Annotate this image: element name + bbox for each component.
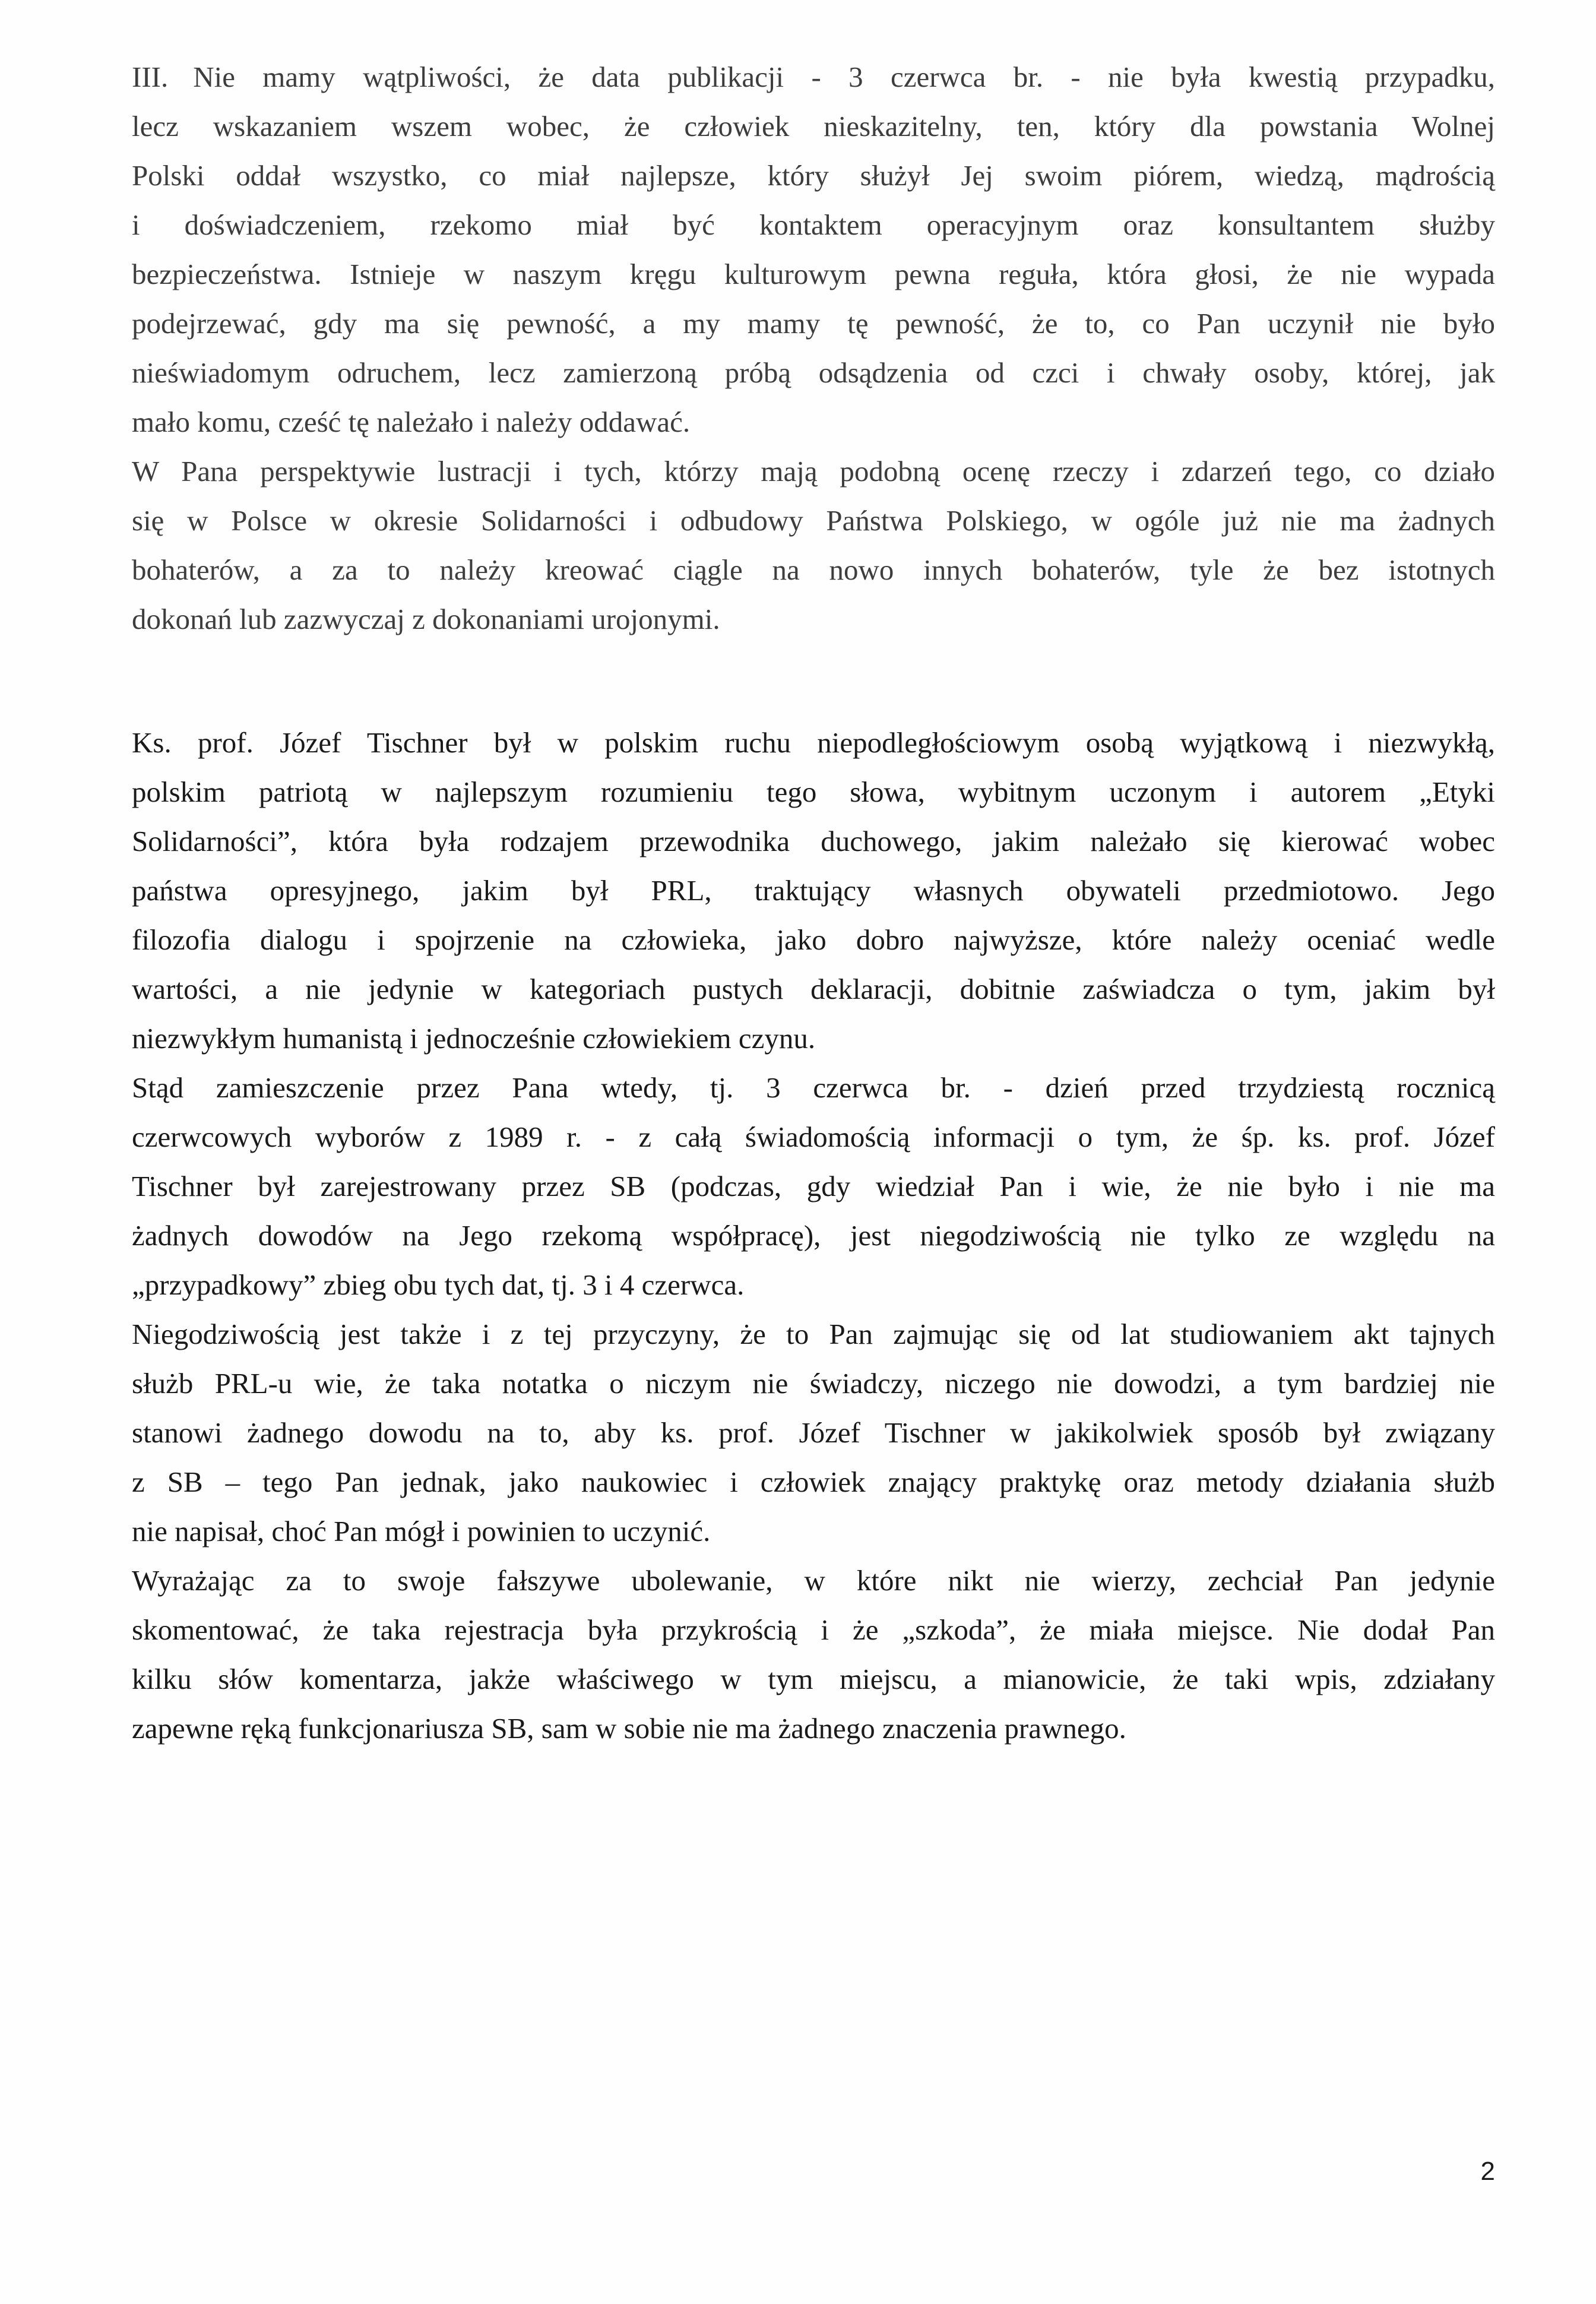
text-line: III. Nie mamy wątpliwości, że data publikacji - 3 czerwca br. - nie była kwestią przypadku, xyxy=(132,61,1495,93)
text-line: i doświadczeniem, rzekomo miał być kontaktem operacyjnym oraz konsultantem służby xyxy=(132,208,1495,241)
text-line: „przypadkowy” zbieg obu tych dat, tj. 3 i 4 czerwca. xyxy=(132,1268,745,1301)
paragraph-gap xyxy=(132,644,1495,718)
text-line: się w Polsce w okresie Solidarności i odbudowy Państwa Polskiego, w ogóle już nie ma żadnych xyxy=(132,504,1495,537)
text-line: państwa opresyjnego, jakim był PRL, traktujący własnych obywateli przedmiotowo. Jego xyxy=(132,874,1495,907)
text-line: polskim patriotą w najlepszym rozumieniu tego słowa, wybitnym uczonym i autorem „Etyki xyxy=(132,776,1495,808)
text-line: skomentować, że taka rejestracja była przykrością i że „szkoda”, że miała miejsce. Nie dodał Pan xyxy=(132,1613,1495,1646)
text-line: Polski oddał wszystko, co miał najlepsze, który służył Jej swoim piórem, wiedzą, mądrością xyxy=(132,159,1495,192)
text-line: zapewne ręką funkcjonariusza SB, sam w sobie nie ma żadnego znaczenia prawnego. xyxy=(132,1712,1126,1745)
text-line: Niegodziwością jest także i z tej przyczyny, że to Pan zajmując się od lat studiowaniem akt tajnych xyxy=(132,1318,1495,1350)
text-line: filozofia dialogu i spojrzenie na człowieka, jako dobro najwyższe, które należy oceniać wedle xyxy=(132,923,1495,956)
paragraph-lustration xyxy=(132,447,1495,644)
paragraph-ubolewanie xyxy=(132,1556,1495,1753)
section-number: III. xyxy=(132,61,169,93)
text-line: żadnych dowodów na Jego rzekomą współpracę), jest niegodziwością nie tylko ze względu na xyxy=(132,1219,1495,1252)
text-line: bohaterów, a za to należy kreować ciągle na nowo innych bohaterów, tyle że bez istotnych xyxy=(132,553,1495,586)
paragraph-niegodziwosc xyxy=(132,1309,1495,1556)
text-line: służb PRL-u wie, że taka notatka o niczym nie świadczy, niczego nie dowodzi, a tym bardziej nie xyxy=(132,1367,1495,1400)
text-line: W Pana perspektywie lustracji i tych, którzy mają podobną ocenę rzeczy i zdarzeń tego, co działo xyxy=(132,455,1495,488)
document-body xyxy=(132,52,1495,1753)
text-line: czerwcowych wyborów z 1989 r. - z całą świadomością informacji o tym, że śp. ks. prof. Józef xyxy=(132,1121,1495,1153)
text-line: kilku słów komentarza, jakże właściwego w tym miejscu, a mianowicie, że taki wpis, zdziałany xyxy=(132,1663,1495,1695)
text-line: nie napisał, choć Pan mógł i powinien to uczynić. xyxy=(132,1515,711,1547)
text-line: lecz wskazaniem wszem wobec, że człowiek nieskazitelny, ten, który dla powstania Wolnej xyxy=(132,110,1495,143)
paragraph-tischner xyxy=(132,718,1495,1063)
text-line: mało komu, cześć tę należało i należy oddawać. xyxy=(132,406,691,438)
paragraph-section-iii xyxy=(132,52,1495,447)
text-line: podejrzewać, gdy ma się pewność, a my mamy tę pewność, że to, co Pan uczynił nie było xyxy=(132,307,1495,340)
text-line: Solidarności”, która była rodzajem przewodnika duchowego, jakim należało się kierować wobec xyxy=(132,825,1495,857)
page-number: 2 xyxy=(1480,2157,1495,2186)
paragraph-publication-date xyxy=(132,1063,1495,1309)
text-line: Wyrażając za to swoje fałszywe ubolewanie, w które nikt nie wierzy, zechciał Pan jedynie xyxy=(132,1564,1495,1597)
text-line: Stąd zamieszczenie przez Pana wtedy, tj. 3 czerwca br. - dzień przed trzydziestą rocznicą xyxy=(132,1071,1495,1104)
text-line: stanowi żadnego dowodu na to, aby ks. prof. Józef Tischner w jakikolwiek sposób był związany xyxy=(132,1416,1495,1449)
text-line: wartości, a nie jedynie w kategoriach pustych deklaracji, dobitnie zaświadcza o tym, jakim był xyxy=(132,973,1495,1005)
text-line: bezpieczeństwa. Istnieje w naszym kręgu kulturowym pewna reguła, która głosi, że nie wypada xyxy=(132,258,1495,290)
text-line: Ks. prof. Józef Tischner był w polskim ruchu niepodległościowym osobą wyjątkową i niezwykłą, xyxy=(132,726,1495,759)
text-line: nieświadomym odruchem, lecz zamierzoną próbą odsądzenia od czci i chwały osoby, której, jak xyxy=(132,356,1495,389)
text-line: z SB – tego Pan jednak, jako naukowiec i człowiek znający praktykę oraz metody działania służb xyxy=(132,1466,1495,1498)
text-line: Tischner był zarejestrowany przez SB (podczas, gdy wiedział Pan i wie, że nie było i nie ma xyxy=(132,1170,1495,1202)
text-line: dokonań lub zazwyczaj z dokonaniami urojonymi. xyxy=(132,603,720,635)
text-line: niezwykłym humanistą i jednocześnie człowiekiem czynu. xyxy=(132,1022,816,1055)
